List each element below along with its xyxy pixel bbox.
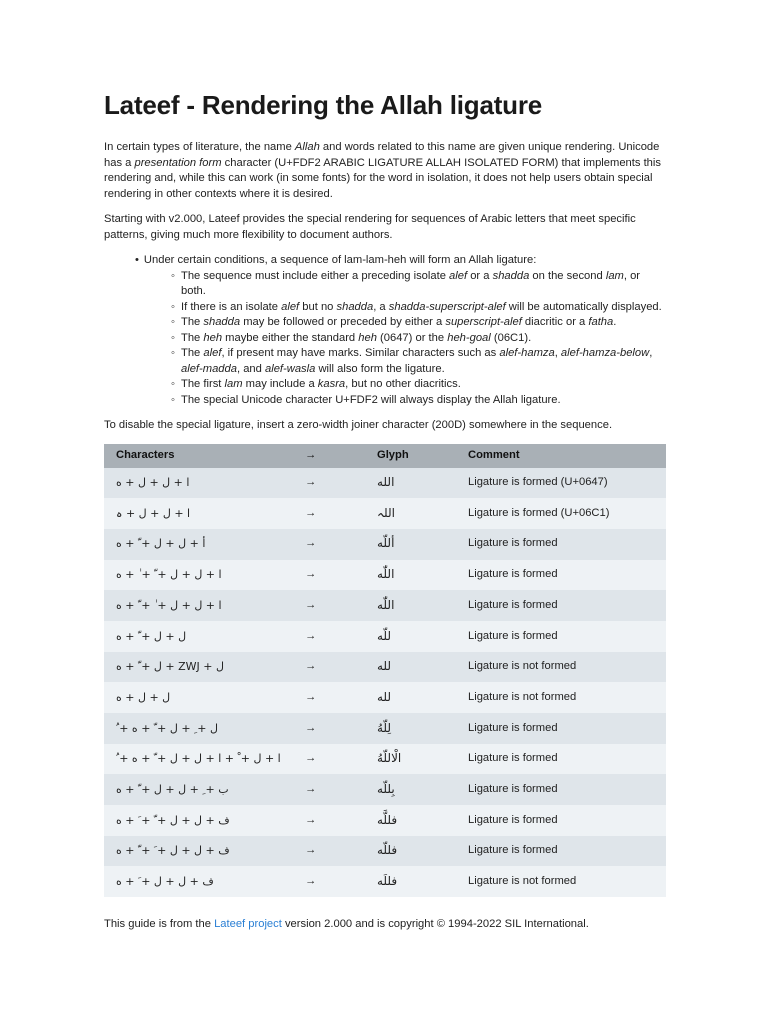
glyph-cell: الله <box>365 468 456 499</box>
comment-cell: Ligature is not formed <box>456 682 666 713</box>
characters-cell: ف + ل + ل + َ + ّ + ه <box>104 836 293 867</box>
glyph-cell: اللہ <box>365 498 456 529</box>
characters-cell: ا + ل + ل + ّ + ٰ + ه <box>104 560 293 591</box>
table-row <box>104 529 666 560</box>
glyph-cell: فللّه <box>365 836 456 867</box>
conditions-item <box>135 253 666 408</box>
arrow-cell: → <box>293 529 365 560</box>
table-row <box>104 590 666 621</box>
comment-cell: Ligature is formed <box>456 590 666 621</box>
arrow-cell: → <box>293 713 365 744</box>
comment-cell: Ligature is formed <box>456 774 666 805</box>
table-row <box>104 713 666 744</box>
table-row <box>104 652 666 683</box>
ligature-table <box>104 444 666 898</box>
characters-cell: أ + ل + ل + ّ + ه <box>104 529 293 560</box>
arrow-cell: → <box>293 560 365 591</box>
footer-text: version 2.000 and is copyright © 1994-2022 SIL International. <box>281 918 589 931</box>
condition-rule: ◦ The sequence must include either a preceding isolate alef or a shadda on the second lam, or both. <box>171 269 666 300</box>
header-comment: Comment <box>456 444 666 468</box>
presentation-form-term: presentation form <box>134 156 222 169</box>
glyph-cell: أللّه <box>365 529 456 560</box>
arrow-cell: → <box>293 682 365 713</box>
characters-cell: ل + ZWJ + ل + ّ + ه <box>104 652 293 683</box>
condition-rule: ◦ The alef, if present may have marks. Similar characters such as alef-hamza, alef-hamza-below, alef-madda, and alef-wasla will also form the ligature. <box>171 346 666 377</box>
comment-cell: Ligature is formed <box>456 713 666 744</box>
table-row <box>104 805 666 836</box>
glyph-cell: فللَّه <box>365 805 456 836</box>
characters-cell: ا + ل + ل + ٰ + ّ + ه <box>104 590 293 621</box>
glyph-cell: الْاللّهُ <box>365 744 456 775</box>
arrow-cell: → <box>293 866 365 897</box>
comment-cell: Ligature is not formed <box>456 866 666 897</box>
condition-rule: ◦ The special Unicode character U+FDF2 will always display the Allah ligature. <box>171 393 666 409</box>
document-page <box>104 88 666 943</box>
intro-paragraph <box>104 140 666 202</box>
comment-cell: Ligature is not formed <box>456 652 666 683</box>
disable-note: To disable the special ligature, insert a zero-width joiner character (200D) somewhere in the sequence. <box>104 419 613 431</box>
glyph-cell: اللّٰه <box>365 590 456 621</box>
glyph-cell: لِلّهُ <box>365 713 456 744</box>
glyph-cell: فللَه <box>365 866 456 897</box>
glyph-cell: اللّٰه <box>365 560 456 591</box>
conditions-sublist <box>135 269 666 409</box>
glyph-cell: بِللّه <box>365 774 456 805</box>
glyph-cell: للّه <box>365 621 456 652</box>
table-row <box>104 866 666 897</box>
arrow-cell: → <box>293 590 365 621</box>
arrow-cell: → <box>293 652 365 683</box>
condition-rule: ◦ If there is an isolate alef but no shadda, a shadda-superscript-alef will be automatically displayed. <box>171 300 666 316</box>
characters-cell: ا + ل + ل + ہ <box>104 498 293 529</box>
table-body <box>104 468 666 898</box>
condition-rule: ◦ The shadda may be followed or preceded by either a superscript-alef diacritic or a fatha. <box>171 315 666 331</box>
characters-cell: ل + ِ + ل + ّ + ه + ُ <box>104 713 293 744</box>
arrow-cell: → <box>293 498 365 529</box>
comment-cell: Ligature is formed <box>456 560 666 591</box>
footer-note <box>104 917 666 933</box>
header-characters: Characters <box>104 444 293 468</box>
characters-cell: ف + ل + ل + ّ + َ + ه <box>104 805 293 836</box>
characters-cell: ف + ل + ل + َ + ه <box>104 866 293 897</box>
table-row <box>104 774 666 805</box>
arrow-cell: → <box>293 805 365 836</box>
comment-cell: Ligature is formed <box>456 805 666 836</box>
version-paragraph: Starting with v2.000, Lateef provides the special rendering for sequences of Arabic letters that meet specific patterns, giving much more flexibility to document authors. <box>104 213 636 241</box>
header-arrow: → <box>293 444 365 468</box>
table-row <box>104 621 666 652</box>
characters-cell: ل + ل + ّ + ه <box>104 621 293 652</box>
table-row <box>104 468 666 499</box>
arrow-cell: → <box>293 774 365 805</box>
intro-text: character (U+FDF2 ARABIC LIGATURE ALLAH ISOLATED FORM) that implements this rendering and, while this can work (in some fonts) for the word in isolation, it does not help users obtain special rendering in other contexts where it is desired. <box>104 156 661 200</box>
comment-cell: Ligature is formed (U+0647) <box>456 468 666 499</box>
table-header-row <box>104 444 666 468</box>
allah-term: Allah <box>294 141 320 153</box>
table-row <box>104 836 666 867</box>
characters-cell: ا + ل + ْ + ا + ل + ل + ّ + ه + ُ <box>104 744 293 775</box>
conditions-lead: Under certain conditions, a sequence of lam-lam-heh will form an Allah ligature: <box>143 254 537 266</box>
arrow-cell: → <box>293 468 365 499</box>
comment-cell: Ligature is formed (U+06C1) <box>456 498 666 529</box>
characters-cell: ا + ل + ل + ه <box>104 468 293 499</box>
characters-cell: ب + ِ + ل + ل + ّ + ه <box>104 774 293 805</box>
lateef-project-link[interactable]: Lateef project <box>214 918 282 931</box>
condition-rule: ◦ The heh maybe either the standard heh (0647) or the heh-goal (06C1). <box>171 331 666 347</box>
conditions-list <box>104 253 666 408</box>
arrow-cell: → <box>293 744 365 775</box>
arrow-cell: → <box>293 836 365 867</box>
table-row <box>104 498 666 529</box>
table-row <box>104 744 666 775</box>
comment-cell: Ligature is formed <box>456 621 666 652</box>
glyph-cell: لله <box>365 682 456 713</box>
comment-cell: Ligature is formed <box>456 744 666 775</box>
comment-cell: Ligature is formed <box>456 836 666 867</box>
table-row <box>104 682 666 713</box>
footer-text: This guide is from the <box>104 918 215 931</box>
arrow-cell: → <box>293 621 365 652</box>
characters-cell: ل + ل + ه <box>104 682 293 713</box>
intro-text: and words related to this name are given unique rendering. Unicode has a <box>104 141 660 169</box>
comment-cell: Ligature is formed <box>456 529 666 560</box>
glyph-cell: لله <box>365 652 456 683</box>
table-row <box>104 560 666 591</box>
page-title: Lateef - Rendering the Allah ligature <box>104 90 543 120</box>
intro-text: In certain types of literature, the name <box>104 141 295 153</box>
header-glyph: Glyph <box>365 444 456 468</box>
condition-rule: ◦ The first lam may include a kasra, but no other diacritics. <box>171 377 666 393</box>
